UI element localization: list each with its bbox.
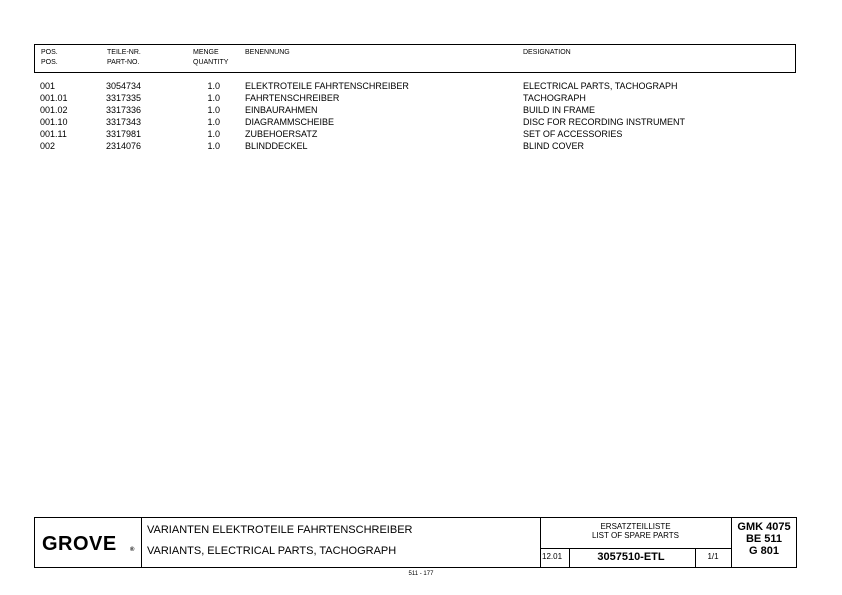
row-part-no: 3054734 xyxy=(106,81,142,91)
row-benennung: BLINDDECKEL xyxy=(245,141,308,151)
header-benennung: BENENNUNG xyxy=(245,49,290,56)
catalog-type-german: ERSATZTEILLISTE xyxy=(600,522,671,531)
issue-date: 12.01 xyxy=(542,552,563,561)
column-header-box xyxy=(34,44,796,73)
row-part-no: 2314076 xyxy=(106,141,142,151)
header-part-de: TEILE-NR. xyxy=(107,49,141,56)
table-row xyxy=(0,116,842,128)
row-designation: DISC FOR RECORDING INSTRUMENT xyxy=(523,117,685,127)
grove-logo xyxy=(35,518,141,567)
row-quantity: 1.0 xyxy=(207,105,220,115)
row-quantity: 1.0 xyxy=(207,81,220,91)
header-qty-en: QUANTITY xyxy=(193,59,229,66)
row-designation: TACHOGRAPH xyxy=(523,93,586,103)
table-row xyxy=(0,104,842,116)
row-benennung: FAHRTENSCHREIBER xyxy=(245,93,340,103)
title-block xyxy=(34,517,797,568)
row-designation: BLIND COVER xyxy=(523,141,585,151)
table-row xyxy=(0,140,842,152)
row-pos: 002 xyxy=(40,141,56,151)
row-quantity: 1.0 xyxy=(207,117,220,127)
table-row xyxy=(0,80,842,92)
catalog-type-english: LIST OF SPARE PARTS xyxy=(592,531,679,540)
row-pos: 001 xyxy=(40,81,56,91)
table-row xyxy=(0,92,842,104)
row-pos: 001.01 xyxy=(40,93,68,103)
row-benennung: ZUBEHOERSATZ xyxy=(245,129,318,139)
divider xyxy=(141,518,142,567)
row-pos: 001.11 xyxy=(40,129,67,139)
header-pos-de: POS. xyxy=(41,49,58,56)
row-benennung: EINBAURAHMEN xyxy=(245,105,318,115)
row-pos: 001.02 xyxy=(40,105,68,115)
model-line-1: GMK 4075 xyxy=(737,521,791,533)
registered-mark: ® xyxy=(130,547,135,553)
row-part-no: 3317336 xyxy=(106,105,142,115)
row-part-no: 3317335 xyxy=(106,93,142,103)
header-qty-de: MENGE xyxy=(193,49,219,56)
logo-text: GROVE xyxy=(42,533,117,555)
row-pos: 001.10 xyxy=(40,117,68,127)
title-english: VARIANTS, ELECTRICAL PARTS, TACHOGRAPH xyxy=(147,545,397,557)
title-german: VARIANTEN ELEKTROTEILE FAHRTENSCHREIBER xyxy=(147,524,413,536)
row-quantity: 1.0 xyxy=(207,93,220,103)
model-line-2: BE 511 xyxy=(745,533,783,545)
row-designation: SET OF ACCESSORIES xyxy=(523,129,623,139)
model-line-3: G 801 xyxy=(749,545,779,557)
table-row xyxy=(0,128,842,140)
row-part-no: 3317981 xyxy=(106,129,142,139)
header-part-en: PART-NO. xyxy=(107,59,140,66)
header-designation: DESIGNATION xyxy=(523,49,571,56)
row-quantity: 1.0 xyxy=(207,141,220,151)
row-quantity: 1.0 xyxy=(207,129,220,139)
model-info xyxy=(731,521,797,557)
row-benennung: DIAGRAMMSCHEIBE xyxy=(245,117,335,127)
row-designation: ELECTRICAL PARTS, TACHOGRAPH xyxy=(523,81,678,91)
page-of: 1/1 xyxy=(707,552,719,561)
row-designation: BUILD IN FRAME xyxy=(523,105,596,115)
page-number: 511 - 177 xyxy=(408,571,434,577)
row-part-no: 3317343 xyxy=(106,117,142,127)
header-pos-en: POS. xyxy=(41,59,58,66)
row-benennung: ELEKTROTEILE FAHRTENSCHREIBER xyxy=(245,81,409,91)
document-number: 3057510-ETL xyxy=(597,551,665,563)
